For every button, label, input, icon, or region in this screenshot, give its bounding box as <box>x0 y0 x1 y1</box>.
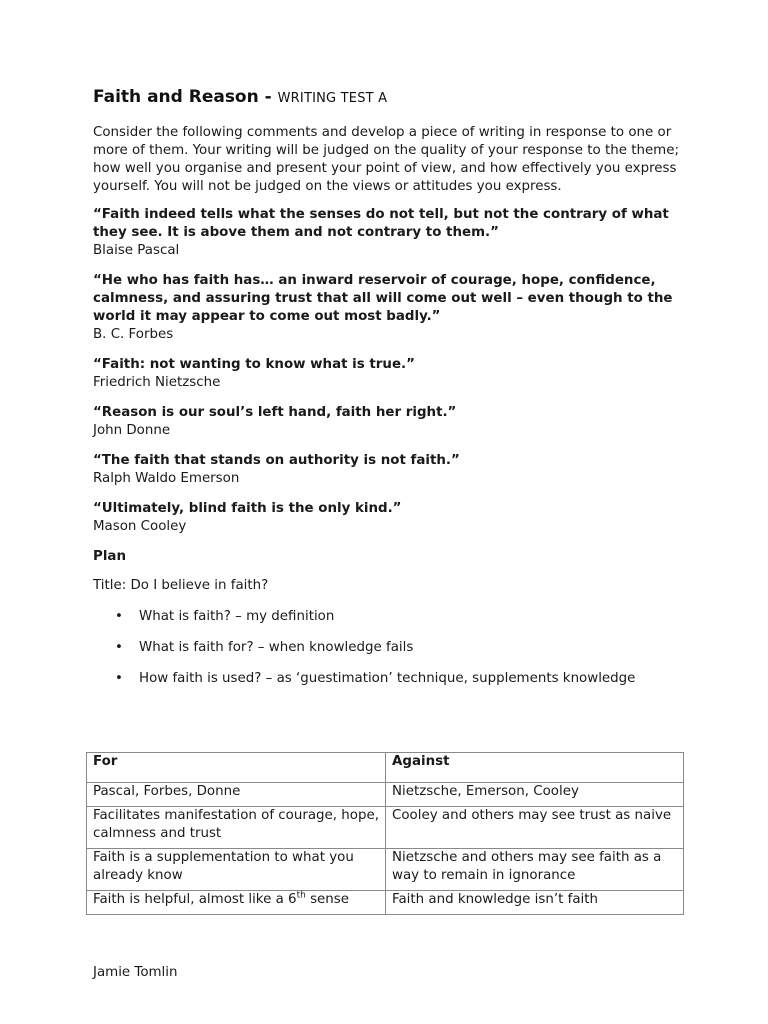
bullet-icon: • <box>115 640 123 655</box>
quote-author: B. C. Forbes <box>93 327 174 342</box>
document-title <box>93 86 687 110</box>
plan-list-item <box>93 608 687 626</box>
quote-text: “The faith that stands on authority is not faith.” <box>93 453 460 468</box>
plan-item-text: How faith is used? – as ‘guestimation’ technique, supplements knowledge <box>139 671 636 686</box>
quote-author: Ralph Waldo Emerson <box>93 471 240 486</box>
table-row <box>87 807 684 849</box>
for-column-header: For <box>87 753 386 783</box>
plan-item-text: What is faith for? – when knowledge fails <box>139 640 414 655</box>
author-name: Jamie Tomlin <box>93 965 178 980</box>
for-cell-text: Faith is helpful, almost like a 6 <box>93 892 297 907</box>
against-cell: Nietzsche and others may see faith as a way to remain in ignorance <box>386 849 684 891</box>
for-against-table <box>86 752 684 915</box>
against-cell: Nietzsche, Emerson, Cooley <box>386 783 684 807</box>
for-cell: Pascal, Forbes, Donne <box>87 783 386 807</box>
plan-heading: Plan <box>93 549 126 564</box>
for-cell: Facilitates manifestation of courage, hope, calmness and trust <box>87 807 386 849</box>
quote-block <box>93 206 687 260</box>
for-cell <box>87 891 386 915</box>
for-cell-tail: sense <box>305 892 349 907</box>
quote-block <box>93 272 687 344</box>
against-cell: Faith and knowledge isn’t faith <box>386 891 684 915</box>
plan-list-item <box>93 639 687 657</box>
quote-text: “Faith indeed tells what the senses do not tell, but not the contrary of what they see. It is above them and not contrary to them.” <box>93 207 669 240</box>
quote-text: “Faith: not wanting to know what is true.” <box>93 357 415 372</box>
quote-text: “He who has faith has… an inward reservoir of courage, hope, confidence, calmness, and assuring trust that all will come out well – even though to the world it may appear to come out most badly.” <box>93 273 673 324</box>
bullet-icon: • <box>115 609 123 624</box>
table-row <box>87 891 684 915</box>
superscript-th: th <box>296 890 306 901</box>
quote-block <box>93 452 687 488</box>
document-page <box>93 86 687 701</box>
bullet-icon: • <box>115 671 123 686</box>
quote-text: “Ultimately, blind faith is the only kind.” <box>93 501 402 516</box>
intro-paragraph: Consider the following comments and develop a piece of writing in response to one or more of them. Your writing will be judged on the quality of your response to the theme; how well you organise and present your point of view, and how effectively you express yourself. You will not be judged on the views or attitudes you express. <box>93 125 679 194</box>
for-cell: Faith is a supplementation to what you already know <box>87 849 386 891</box>
quote-text: “Reason is our soul’s left hand, faith her right.” <box>93 405 457 420</box>
quote-author: Blaise Pascal <box>93 243 180 258</box>
quote-author: Mason Cooley <box>93 519 187 534</box>
quote-block <box>93 356 687 392</box>
plan-list-item <box>93 670 687 688</box>
title-text: Faith and Reason - <box>93 87 272 107</box>
quote-block <box>93 500 687 536</box>
plan-item-text: What is faith? – my definition <box>139 609 335 624</box>
plan-title: Title: Do I believe in faith? <box>93 578 269 593</box>
table-header-row <box>87 753 684 783</box>
table-row <box>87 849 684 891</box>
quote-author: Friedrich Nietzsche <box>93 375 221 390</box>
against-column-header: Against <box>386 753 684 783</box>
table-row <box>87 783 684 807</box>
document-subtitle: WRITING TEST A <box>277 91 388 106</box>
plan-list <box>93 608 687 688</box>
quote-block <box>93 404 687 440</box>
quote-author: John Donne <box>93 423 171 438</box>
against-cell: Cooley and others may see trust as naive <box>386 807 684 849</box>
